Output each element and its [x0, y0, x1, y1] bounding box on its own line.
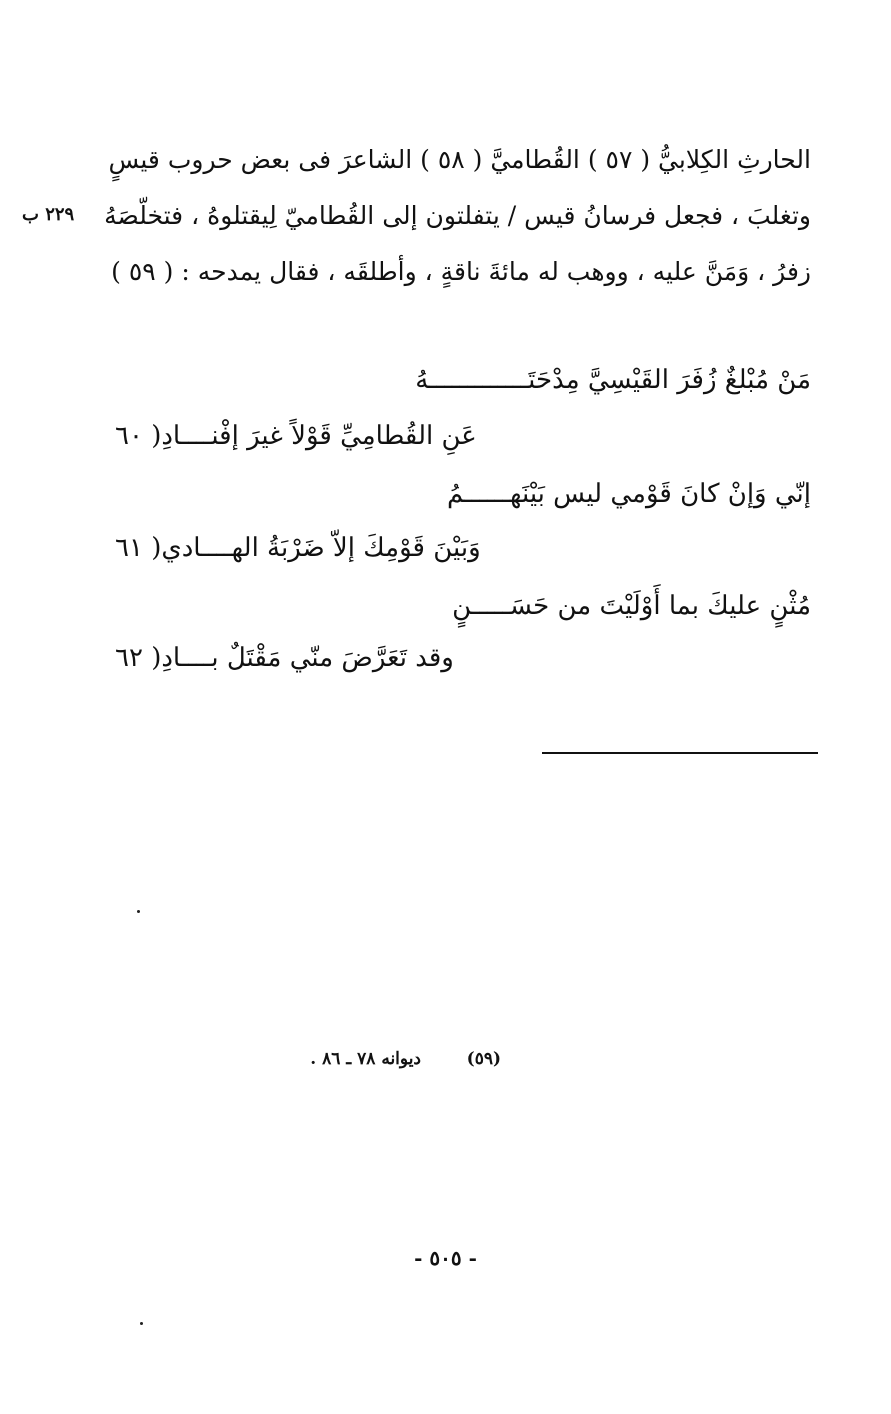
scan-speck	[137, 910, 140, 913]
manuscript-folio-reference: ٢٢٩ ب	[22, 204, 75, 225]
prose-line-3: زفرُ ، وَمَنَّ عليه ، ووهب له مائةَ ناقةٍ ، وأطلقَه ، فقال يمدحه : ( ٥٩ )	[111, 257, 811, 286]
verse-2-second-hemistich: وَبَيْنَ قَوْمِكَ إلاّ ضَرْبَةُ الهــــادي( ٦١	[115, 533, 481, 563]
verse-1-second-hemistich: عَنِ القُطامِيِّ قَوْلاً غيرَ إفْنــــادِ( ٦٠	[115, 421, 477, 451]
page-number: - ٥٠٥ -	[414, 1246, 477, 1270]
prose-line-2: وتغلبَ ، فجعل فرسانُ قيس / يتفلتون إلى القُطاميّ لِيقتلوهُ ، فتخلّصَهُ	[104, 201, 811, 230]
verse-2-first-hemistich: إنّي وَإنْ كانَ قَوْمي ليس بَيْنَهــــــمُ	[446, 479, 811, 509]
prose-line-1: الحارثِ الكِلابيُّ ( ٥٧ ) القُطاميَّ ( ٥٨ ) الشاعرَ فى بعض حروب قيسٍ	[108, 145, 811, 174]
verse-1-first-hemistich: مَنْ مُبْلغٌ زُفَرَ القَيْسِيَّ مِدْحَتَـــــــــــــهُ	[415, 365, 811, 395]
footnote-59-number: (٥٩)	[466, 1049, 501, 1069]
verse-3-first-hemistich: مُثْنٍ عليكَ بما أَوْلَيْتَ من حَسَـــــنٍ	[452, 591, 811, 621]
verse-3-second-hemistich: وقد تَعَرَّضَ منّي مَقْتَلٌ بــــادِ( ٦٢	[115, 643, 454, 673]
footnote-separator	[542, 752, 818, 754]
scan-speck	[140, 1322, 143, 1325]
footnote-59-text: ديوانه ٧٨ ـ ٨٦ .	[310, 1049, 421, 1069]
